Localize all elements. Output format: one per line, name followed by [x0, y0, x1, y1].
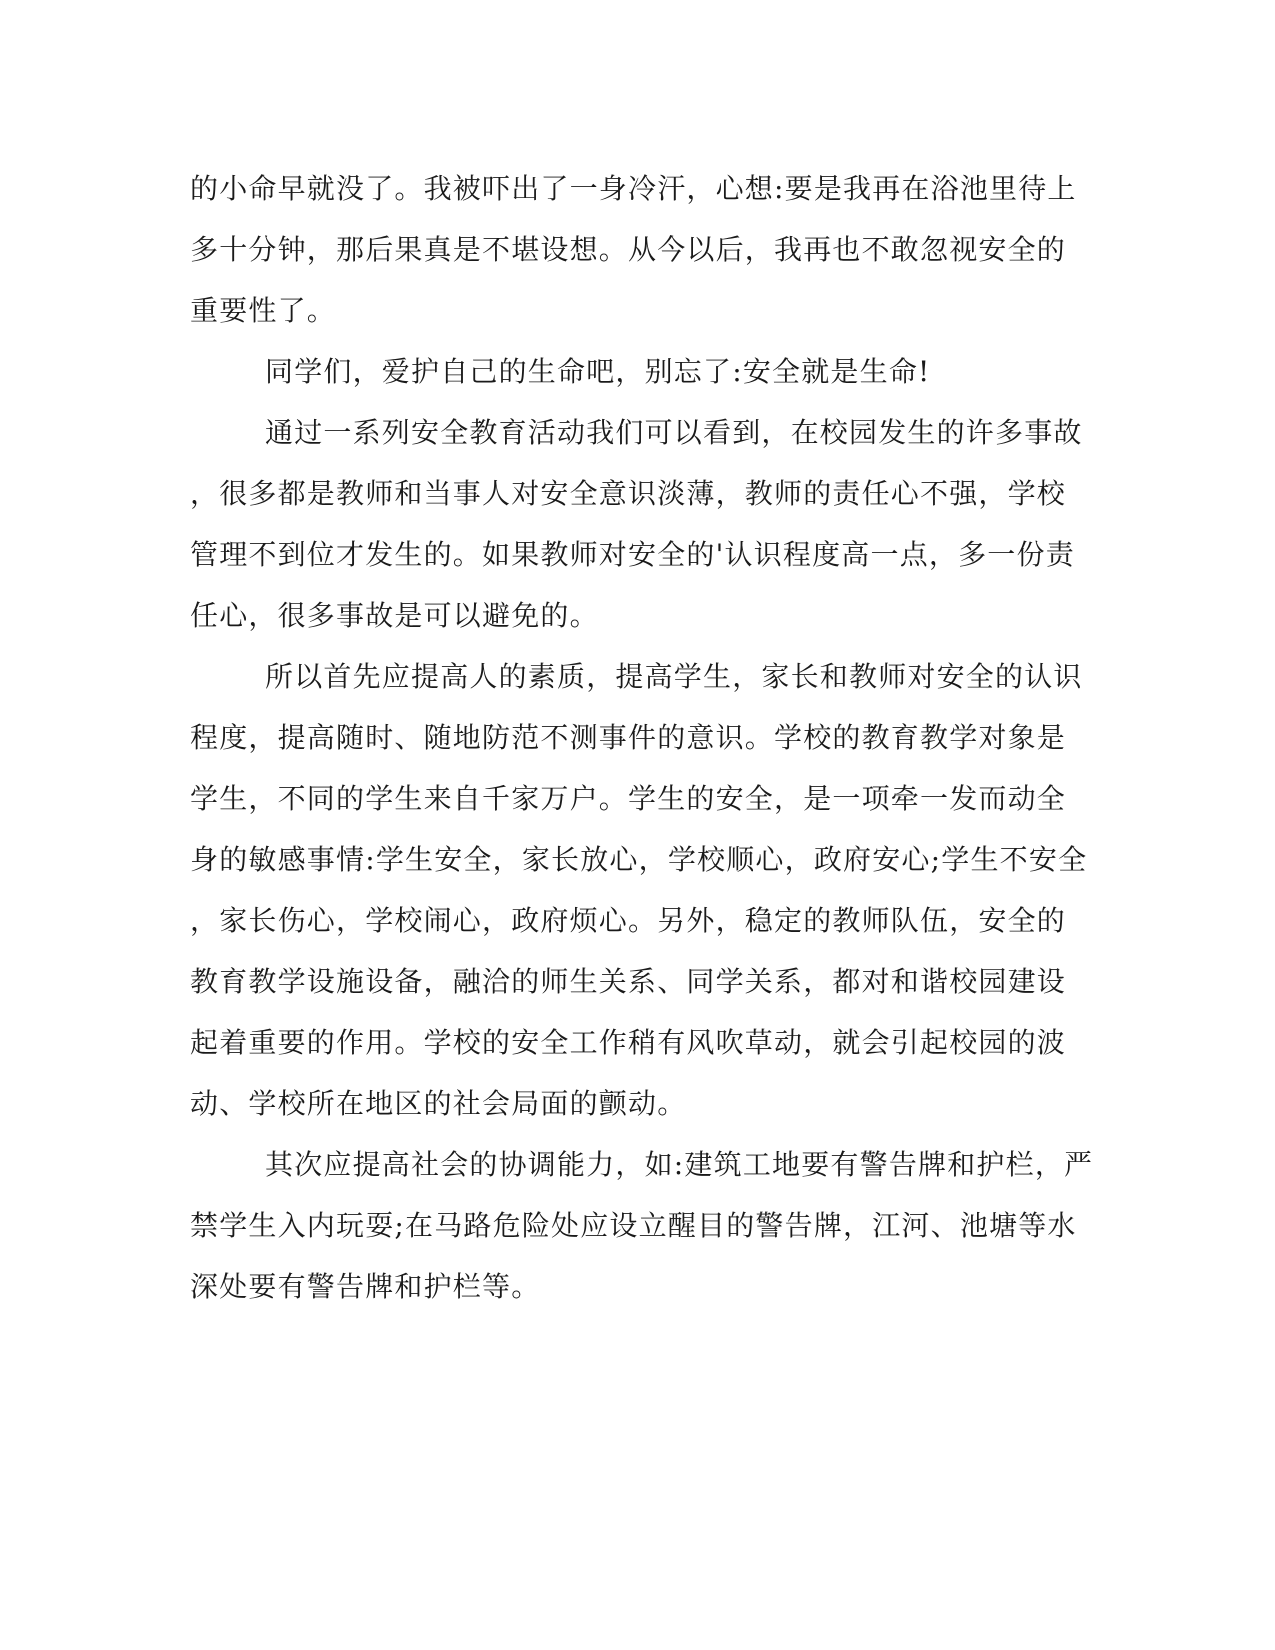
text-line: 重要性了。	[190, 294, 337, 327]
text-line: 深处要有警告牌和护栏等。	[190, 1270, 541, 1303]
text-line: 身的敏感事情:学生安全，家长放心，学校顺心，政府安心;学生不安全	[190, 843, 1088, 876]
text-line: 起着重要的作用。学校的安全工作稍有风吹草动，就会引起校园的波	[190, 1026, 1067, 1059]
document-body	[190, 158, 1094, 1317]
text-line: 禁学生入内玩耍;在马路危险处应设立醒目的警告牌，江河、池塘等水	[190, 1209, 1077, 1242]
text-line: ，很多都是教师和当事人对安全意识淡薄，教师的责任心不强，学校	[190, 477, 1067, 510]
text-line: 管理不到位才发生的。如果教师对安全的'认识程度高一点，多一份责	[190, 538, 1075, 571]
text-line: 多十分钟，那后果真是不堪设想。从今以后，我再也不敢忽视安全的	[190, 233, 1067, 266]
text-line: 其次应提高社会的协调能力，如:建筑工地要有警告牌和护栏，严	[265, 1148, 1094, 1181]
text-line: 学生，不同的学生来自千家万户。学生的安全，是一项牵一发而动全	[190, 782, 1067, 815]
text-line: 任心，很多事故是可以避免的。	[190, 599, 599, 632]
text-line: 动、学校所在地区的社会局面的颤动。	[190, 1087, 687, 1120]
text-line: ，家长伤心，学校闹心，政府烦心。另外，稳定的教师队伍，安全的	[190, 904, 1067, 937]
text-line: 同学们，爱护自己的生命吧，别忘了:安全就是生命!	[265, 355, 931, 388]
text-line: 教育教学设施设备，融洽的师生关系、同学关系，都对和谐校园建设	[190, 965, 1067, 998]
text-line: 的小命早就没了。我被吓出了一身冷汗，心想:要是我再在浴池里待上	[190, 172, 1077, 205]
text-line: 通过一系列安全教育活动我们可以看到，在校园发生的许多事故	[265, 416, 1083, 449]
text-line: 程度，提高随时、随地防范不测事件的意识。学校的教育教学对象是	[190, 721, 1067, 754]
text-line: 所以首先应提高人的素质，提高学生，家长和教师对安全的认识	[265, 660, 1083, 693]
